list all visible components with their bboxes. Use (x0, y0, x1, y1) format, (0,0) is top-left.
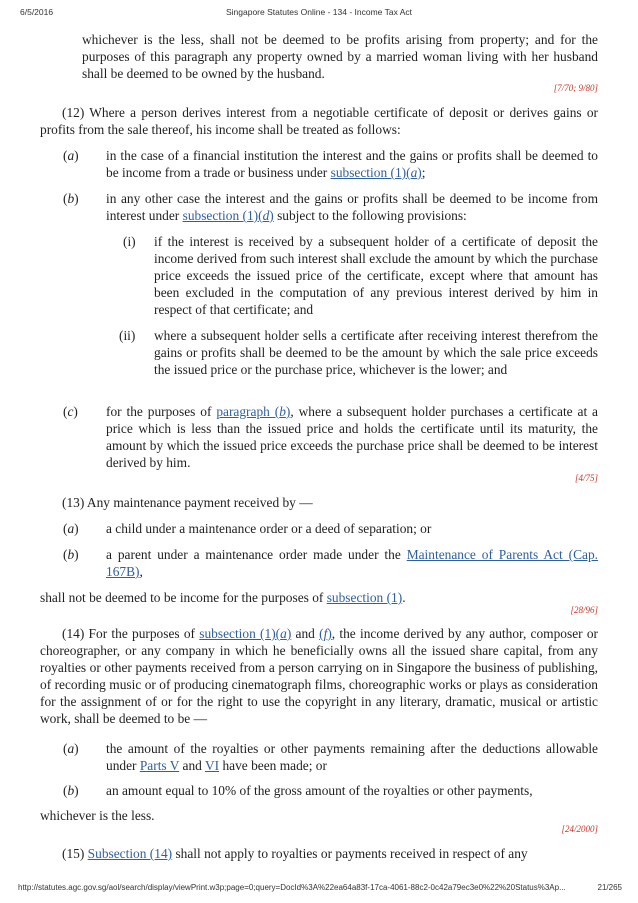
para-label: (b) (63, 191, 79, 206)
subsection-12-intro: (12) Where a person derives interest from a negotiable certificate of deposit or derives gains or profits from the sale thereof, his income shall be treated as follows: (40, 105, 598, 137)
print-url: http://statutes.agc.gov.sg/aol/search/display/viewPrint.w3p;page=0;query=DocId%3A%22ea64a83f-17ca-4061-88c2-0c42a79ec3e0%22%20Status%3Ap... (18, 883, 566, 892)
subsection-12-para-b: in any other case the interest and the gains or profits shall be deemed to be income from interest under subsection (1)(d) subject to the following provisions: (106, 191, 598, 223)
link-subsection-1a[interactable]: subsection (1)(a) (199, 626, 292, 641)
link-part-vi[interactable]: VI (204, 758, 220, 773)
subsection-14-para-a: the amount of the royalties or other payments remaining after the deductions allowable under Parts V and VI have been made; or (106, 741, 598, 773)
history-note: [7/70; 9/80] (553, 83, 598, 93)
subsection-15: (15) Subsection (14) shall not apply to royalties or payments received in respect of any (62, 846, 528, 861)
subsection-12-para-c: for the purposes of paragraph (b), where a subsequent holder purchases a certificate at a price which is less than the issued price and holds the certificate until its maturity, the amount by which the issued price exceeds the purchase price shall be deemed to be interest derived by him. (106, 404, 598, 470)
para-label: (b) (63, 783, 79, 798)
subpara-label: (ii) (119, 328, 136, 343)
subpara-label: (i) (123, 234, 136, 249)
subsection-14-closing: whichever is the less. (40, 808, 155, 823)
print-footer (0, 883, 638, 897)
para-label: (a) (63, 521, 79, 536)
link-subsection-1f[interactable]: (f) (319, 626, 332, 641)
subsection-12-subpara-ii: where a subsequent holder sells a certificate after receiving interest therefrom the gains or profits shall be deemed to be the amount by which the sale price exceeds the issued price or the purchase price, whichever is the lower; and (154, 328, 598, 377)
link-subsection-1d[interactable]: subsection (1)(d) (182, 208, 274, 223)
subsection-13-intro: (13) Any maintenance payment received by — (62, 495, 313, 510)
para-label: (a) (63, 148, 79, 163)
history-note: [24/2000] (561, 824, 598, 834)
history-note: [4/75] (574, 473, 598, 483)
print-header (0, 0, 638, 22)
link-subsection-1a[interactable]: subsection (1)(a) (330, 165, 422, 180)
print-title: Singapore Statutes Online - 134 - Income Tax Act (225, 7, 412, 17)
history-note: [28/96] (570, 605, 598, 615)
subsection-13-closing: shall not be deemed to be income for the purposes of subsection (1). (40, 590, 406, 605)
print-date: 6/5/2016 (20, 7, 54, 17)
subsection-13-para-a: a child under a maintenance order or a deed of separation; or (106, 521, 432, 536)
page-number: 21/265 (597, 883, 622, 892)
para-label: (a) (63, 741, 79, 756)
subsection-12-para-a: in the case of a financial institution the interest and the gains or profits shall be deemed to be income from a trade or business under subsection (1)(a); (106, 148, 598, 180)
continuation-paragraph: whichever is the less, shall not be deemed to be profits arising from property; and for the purposes of this paragraph any property owned by a married woman living with her husband shall be deemed to be owned by the husband. (82, 32, 598, 81)
link-paragraph-b[interactable]: paragraph (b) (216, 404, 291, 419)
subsection-14-intro: (14) For the purposes of subsection (1)(a) and (f), the income derived by any author, composer or choreographer, or any company in which he beneficially owns all the issued share capital, from any royalties or other payments received from a person carrying on in Singapore the business of publishing, of recording music or of producing cinematograph films, choreographic works or plays as consideration for the assignment of or for the right to use the copyright in any literary, dramatic, musical or artistic work, shall be deemed to be — (40, 626, 598, 726)
para-label: (b) (63, 547, 79, 562)
link-parts-v[interactable]: Parts V (139, 758, 180, 773)
link-maintenance-of-parents-act[interactable]: Maintenance of Parents Act (Cap. 167B) (106, 547, 599, 579)
link-subsection-14[interactable]: Subsection (14) (87, 846, 173, 861)
subsection-12-subpara-i: if the interest is received by a subsequent holder of a certificate of deposit the income derived from such interest shall exclude the amount by which the purchase price exceeds the issued price of the certificate, except where that amount has been excluded in the computation of any previous interest derived by him in respect of that certificate; and (154, 234, 598, 317)
subsection-14-para-b: an amount equal to 10% of the gross amount of the royalties or other payments, (106, 783, 533, 798)
subsection-13-para-b: a parent under a maintenance order made under the Maintenance of Parents Act (Cap. 167B), (106, 547, 599, 579)
para-label: (c) (63, 404, 78, 419)
link-subsection-1[interactable]: subsection (1) (326, 590, 403, 605)
